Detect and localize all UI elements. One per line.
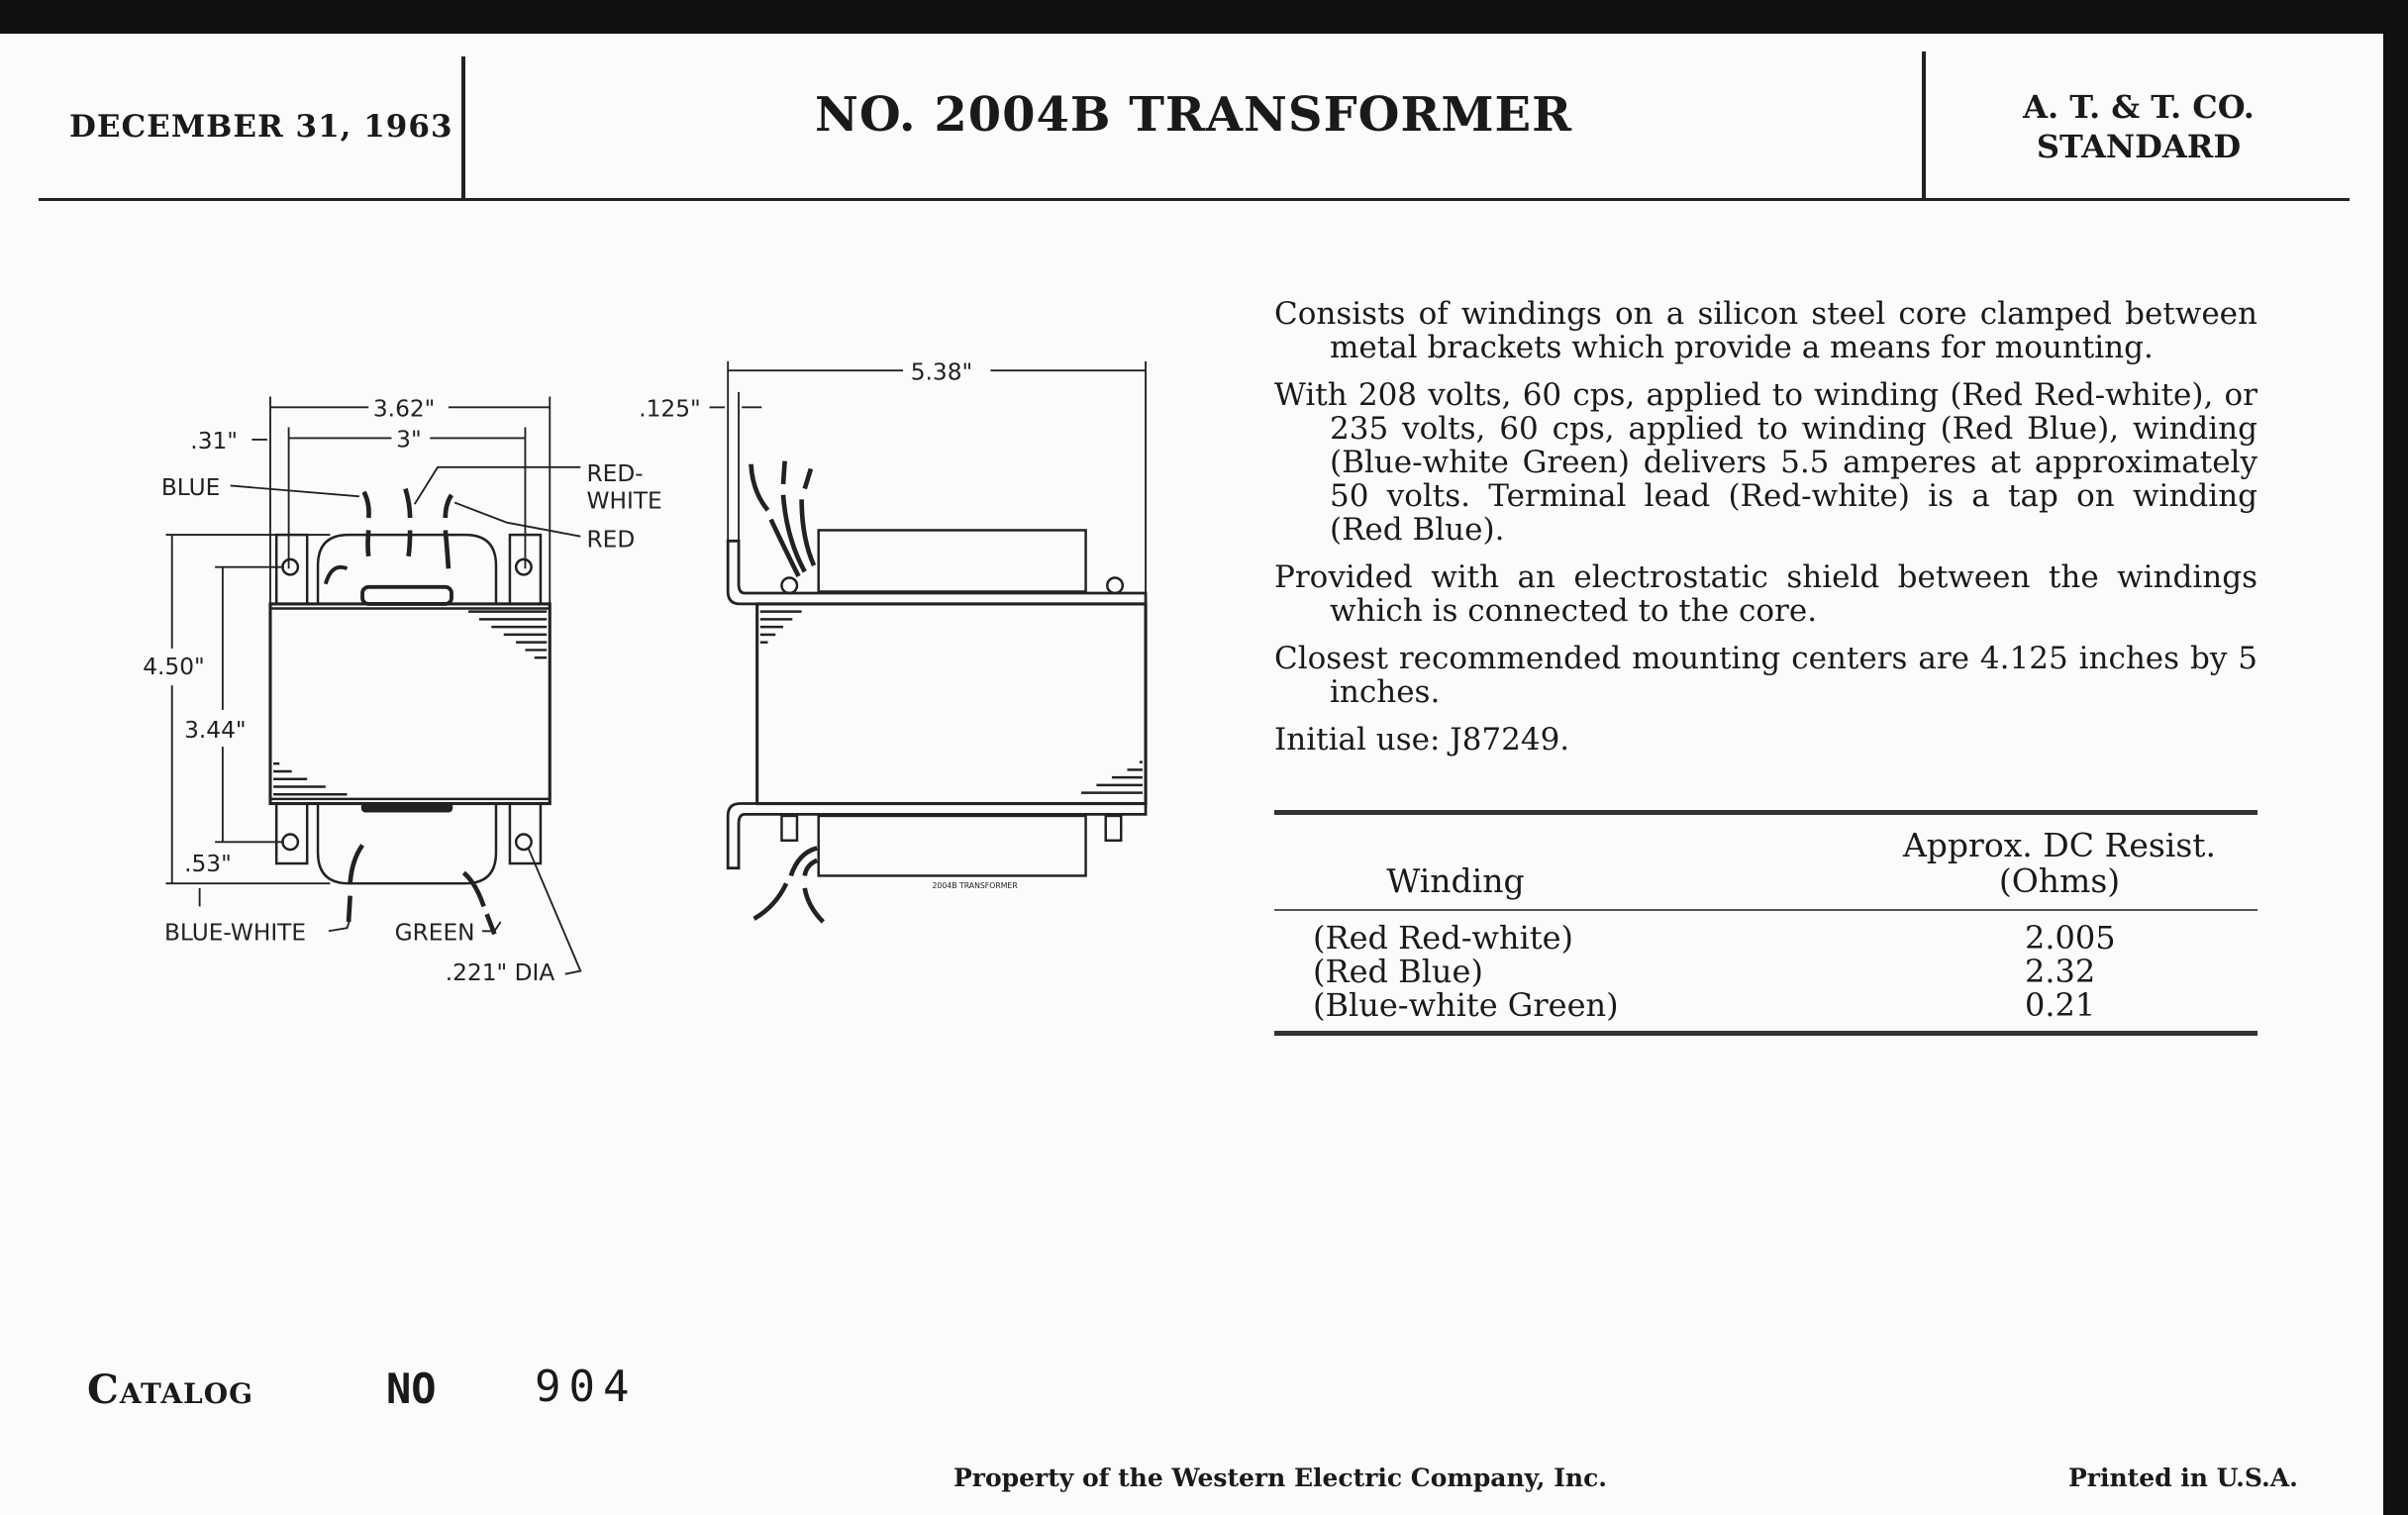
lead-blue-label: BLUE	[160, 473, 221, 501]
description-paragraph: Initial use: J87249.	[1274, 722, 1570, 758]
catalog-label: Catalog	[87, 1366, 254, 1413]
cell-winding: (Red Blue)	[1313, 953, 1483, 990]
dim-depth: 5.38"	[910, 358, 973, 386]
dim-height-overall: 4.50"	[143, 654, 205, 681]
standard-line2: STANDARD	[2036, 128, 2242, 165]
mounting-hole	[516, 559, 532, 575]
mounting-hole	[282, 559, 298, 575]
table-row	[1313, 921, 1619, 1022]
top-leads	[364, 489, 452, 569]
description-paragraph: Provided with an electrostatic shield between the windings which is connected to the core.	[1274, 559, 2258, 629]
side-core	[757, 604, 1146, 804]
lead-red-white-label: WHITE	[586, 487, 662, 515]
col-header-line: (Ohms)	[1998, 861, 2121, 900]
cell-winding: (Blue-white Green)	[1313, 986, 1619, 1024]
col-header-resistance	[1861, 828, 2258, 899]
lead-red-label: RED	[586, 526, 636, 554]
description	[1274, 297, 2258, 770]
standard-line1: A. T. & T. CO.	[2023, 88, 2255, 126]
table-header-rule	[1274, 909, 2258, 911]
catalog-number: 904	[535, 1362, 638, 1412]
top-coil-side	[819, 530, 1086, 591]
lead-blue-white-label: BLUE-WHITE	[163, 919, 307, 947]
side-view	[710, 361, 1146, 922]
col-header-line: Approx. DC Resist.	[1902, 826, 2217, 864]
col-header-winding: Winding	[1386, 861, 1525, 900]
description-paragraph: Closest recommended mounting centers are 4.125 inches by 5 inches.	[1274, 641, 2258, 710]
table-top-rule	[1274, 810, 2258, 815]
description-paragraph: With 208 volts, 60 cps, applied to winding (Red Red-white), or 235 volts, 60 cps, applied to winding (Red Blue), winding (Blue-white Green) delivers 5.5 amperes at approximately 50 volts. Terminal lead (Red-white) is a tap on winding (Red Blue).	[1274, 377, 2258, 548]
page-title: NO. 2004B TRANSFORMER	[815, 87, 1572, 143]
bottom-coil-side	[819, 816, 1086, 875]
dim-height-centers: 3.44"	[184, 716, 247, 744]
printed-notice: Printed in U.S.A.	[2068, 1464, 2298, 1492]
lamination-hatching	[273, 612, 547, 795]
top-left-bracket	[276, 535, 307, 604]
cell-winding: (Red Red-white)	[1313, 919, 1574, 957]
dim-bracket: .125"	[639, 395, 701, 423]
table-values	[2025, 921, 2116, 1022]
mounting-hole	[516, 835, 532, 851]
lead-red-white-label: RED-	[586, 459, 644, 487]
cell-ohms: 2.005	[2025, 919, 2116, 957]
property-notice: Property of the Western Electric Company, Inc.	[953, 1464, 1608, 1492]
dim-offset: .31"	[190, 428, 238, 455]
lamination-hatching-side	[760, 612, 1143, 793]
catalog-no-label: NO	[386, 1364, 437, 1413]
sheet-date: DECEMBER 31, 1963	[69, 109, 453, 145]
description-paragraph: Consists of windings on a silicon steel core clamped between metal brackets which provide a means for mounting.	[1274, 296, 2258, 365]
table-bottom-rule	[1274, 1031, 2258, 1036]
bottom-side-bracket	[728, 804, 1146, 868]
bottom-coil	[318, 804, 496, 884]
front-view	[163, 397, 581, 974]
mounting-hole	[282, 835, 298, 851]
dim-hole: .221" DIA	[445, 959, 555, 986]
top-side-bracket	[728, 541, 1146, 604]
drawing-labels	[143, 358, 1018, 985]
cell-ohms: 0.21	[2025, 986, 2096, 1024]
cell-ohms: 2.32	[2025, 953, 2096, 990]
dim-bottom: .53"	[184, 850, 232, 877]
dim-width-overall: 3.62"	[372, 395, 436, 423]
nameplate-label: 2004B TRANSFORMER	[932, 880, 1018, 890]
lead-green-label: GREEN	[394, 919, 475, 947]
side-leads	[751, 461, 823, 922]
dim-mount-centers: 3"	[396, 426, 422, 454]
